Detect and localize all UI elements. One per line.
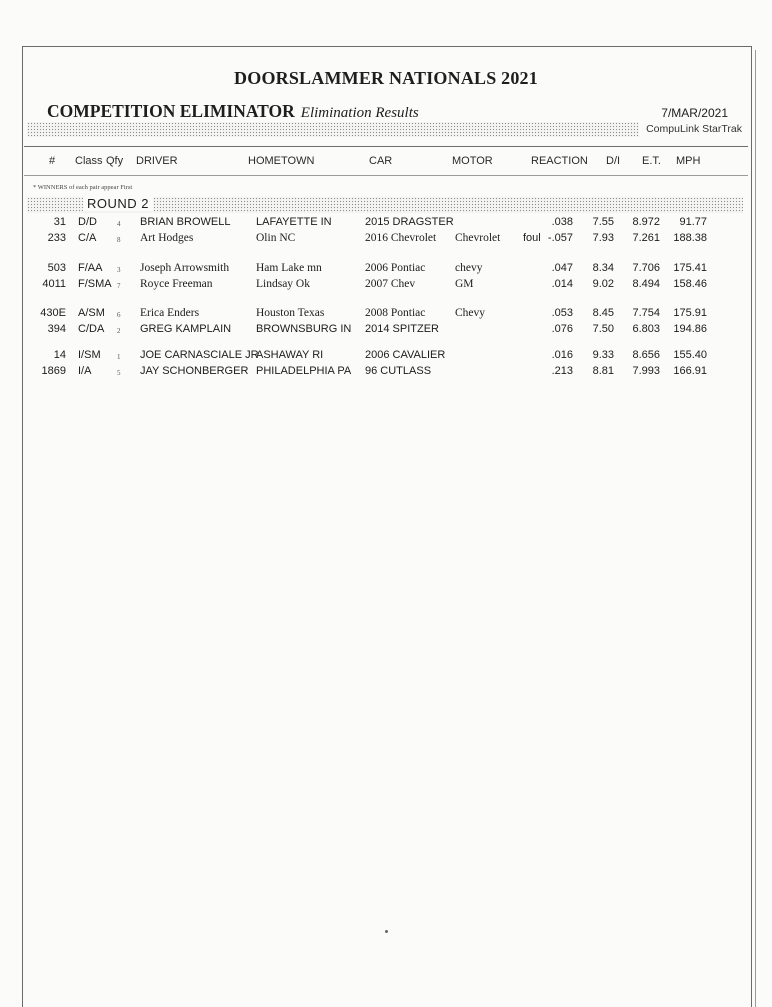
cell-qfy: 1 [117, 353, 121, 361]
cell-driver: JAY SCHONBERGER [140, 365, 249, 377]
cell-mph: 175.91 [673, 307, 707, 319]
cell-class: C/A [78, 232, 97, 244]
col-car: CAR [369, 155, 393, 167]
cell-num: 503 [47, 262, 66, 274]
cell-et: 7.993 [632, 365, 660, 377]
cell-num: 1869 [41, 365, 66, 377]
col-motor: MOTOR [452, 155, 493, 167]
cell-car: 96 CUTLASS [365, 365, 432, 377]
col-hometown: HOMETOWN [248, 155, 315, 167]
cell-motor: chevy [455, 262, 483, 274]
results-type: Elimination Results [300, 105, 419, 121]
round-label: ROUND 2 [83, 196, 153, 211]
cell-di: 8.81 [592, 365, 614, 377]
cell-qfy: 8 [117, 236, 121, 244]
cell-et: 8.972 [632, 216, 660, 228]
cell-qfy: 4 [117, 220, 121, 228]
col-et: E.T. [642, 155, 661, 167]
cell-car: 2008 Pontiac [365, 307, 426, 319]
cell-car: 2006 CAVALIER [365, 349, 446, 361]
cell-class: C/DA [78, 323, 105, 335]
cell-num: 233 [47, 232, 66, 244]
cell-et: 6.803 [632, 323, 660, 335]
cell-hometown: ASHAWAY RI [256, 349, 324, 361]
cell-car: 2014 SPITZER [365, 323, 439, 335]
col-mph: MPH [676, 155, 701, 167]
cell-et: 7.754 [632, 307, 660, 319]
cell-di: 7.50 [592, 323, 614, 335]
col-driver: DRIVER [136, 155, 178, 167]
cell-car: 2016 Chevrolet [365, 232, 437, 244]
col-num: # [49, 155, 56, 167]
cell-reaction: .053 [551, 307, 573, 319]
col-class: Class [75, 155, 103, 167]
cell-et: 8.656 [632, 349, 660, 361]
cell-di: 9.33 [592, 349, 614, 361]
dotted-band [27, 122, 639, 137]
cell-class: I/SM [78, 349, 101, 361]
cell-reaction: .213 [551, 365, 573, 377]
col-qfy: Qfy [106, 155, 124, 167]
cell-mph: 158.46 [673, 278, 707, 290]
cell-class: D/D [78, 216, 97, 228]
cell-car: 2015 DRAGSTER [365, 216, 454, 228]
cell-driver: Royce Freeman [140, 278, 213, 290]
cell-hometown: PHILADELPHIA PA [256, 365, 352, 377]
cell-driver: Art Hodges [140, 232, 194, 244]
cell-reaction: .076 [551, 323, 573, 335]
cell-car: 2006 Pontiac [365, 262, 426, 274]
cell-num: 31 [53, 216, 66, 228]
cell-di: 8.34 [592, 262, 614, 274]
cell-driver: JOE CARNASCIALE JR [140, 349, 259, 361]
cell-foul: foul [523, 232, 541, 244]
cell-reaction: .047 [551, 262, 573, 274]
cell-et: 8.494 [632, 278, 660, 290]
cell-qfy: 7 [117, 282, 121, 290]
cell-mph: 166.91 [673, 365, 707, 377]
cell-num: 430E [40, 307, 66, 319]
cell-di: 9.02 [592, 278, 614, 290]
header-rule-top [24, 146, 748, 147]
cell-mph: 188.38 [673, 232, 707, 244]
cell-motor: Chevy [455, 307, 486, 319]
cell-reaction: -.057 [547, 232, 573, 244]
cell-num: 14 [53, 349, 66, 361]
cell-mph: 175.41 [673, 262, 707, 274]
cell-hometown: BROWNSBURG IN [256, 323, 352, 335]
cell-driver: GREG KAMPLAIN [140, 323, 232, 335]
cell-qfy: 3 [117, 266, 121, 274]
cell-mph: 194.86 [673, 323, 707, 335]
cell-class: F/SMA [78, 278, 112, 290]
header-rule-bottom [24, 175, 748, 176]
cell-mph: 155.40 [673, 349, 707, 361]
eliminator-title [47, 101, 419, 122]
cell-et: 7.261 [632, 232, 660, 244]
report-date: 7/MAR/2021 [661, 106, 728, 120]
cell-di: 7.55 [592, 216, 614, 228]
timing-system: CompuLink StarTrak [646, 123, 742, 135]
cell-di: 8.45 [592, 307, 614, 319]
cell-hometown: Lindsay Ok [256, 278, 310, 290]
cell-hometown: Olin NC [256, 232, 296, 244]
eliminator-name: COMPETITION ELIMINATOR [47, 101, 295, 121]
cell-hometown: LAFAYETTE IN [256, 216, 332, 228]
cell-qfy: 5 [117, 369, 121, 377]
winners-note: * WINNERS of each pair appear First [33, 184, 133, 191]
cell-class: A/SM [78, 307, 105, 319]
cell-num: 394 [47, 323, 66, 335]
cell-driver: Erica Enders [140, 307, 200, 319]
cell-qfy: 2 [117, 327, 121, 335]
col-di: D/I [606, 155, 621, 167]
cell-motor: Chevrolet [455, 232, 501, 244]
cell-driver: BRIAN BROWELL [140, 216, 231, 228]
cell-car: 2007 Chev [365, 278, 416, 290]
page-mark [385, 930, 388, 933]
cell-hometown: Houston Texas [256, 307, 325, 319]
cell-mph: 91.77 [679, 216, 707, 228]
cell-qfy: 6 [117, 311, 121, 319]
cell-class: I/A [78, 365, 92, 377]
cell-hometown: Ham Lake mn [256, 262, 322, 274]
event-title: DOORSLAMMER NATIONALS 2021 [234, 68, 538, 88]
cell-class: F/AA [78, 262, 103, 274]
cell-num: 4011 [42, 278, 66, 290]
cell-reaction: .014 [551, 278, 573, 290]
cell-reaction: .038 [551, 216, 573, 228]
cell-et: 7.706 [632, 262, 660, 274]
cell-di: 7.93 [592, 232, 614, 244]
cell-driver: Joseph Arrowsmith [140, 262, 230, 274]
col-reaction: REACTION [531, 155, 588, 167]
cell-reaction: .016 [551, 349, 573, 361]
cell-motor: GM [455, 278, 474, 290]
